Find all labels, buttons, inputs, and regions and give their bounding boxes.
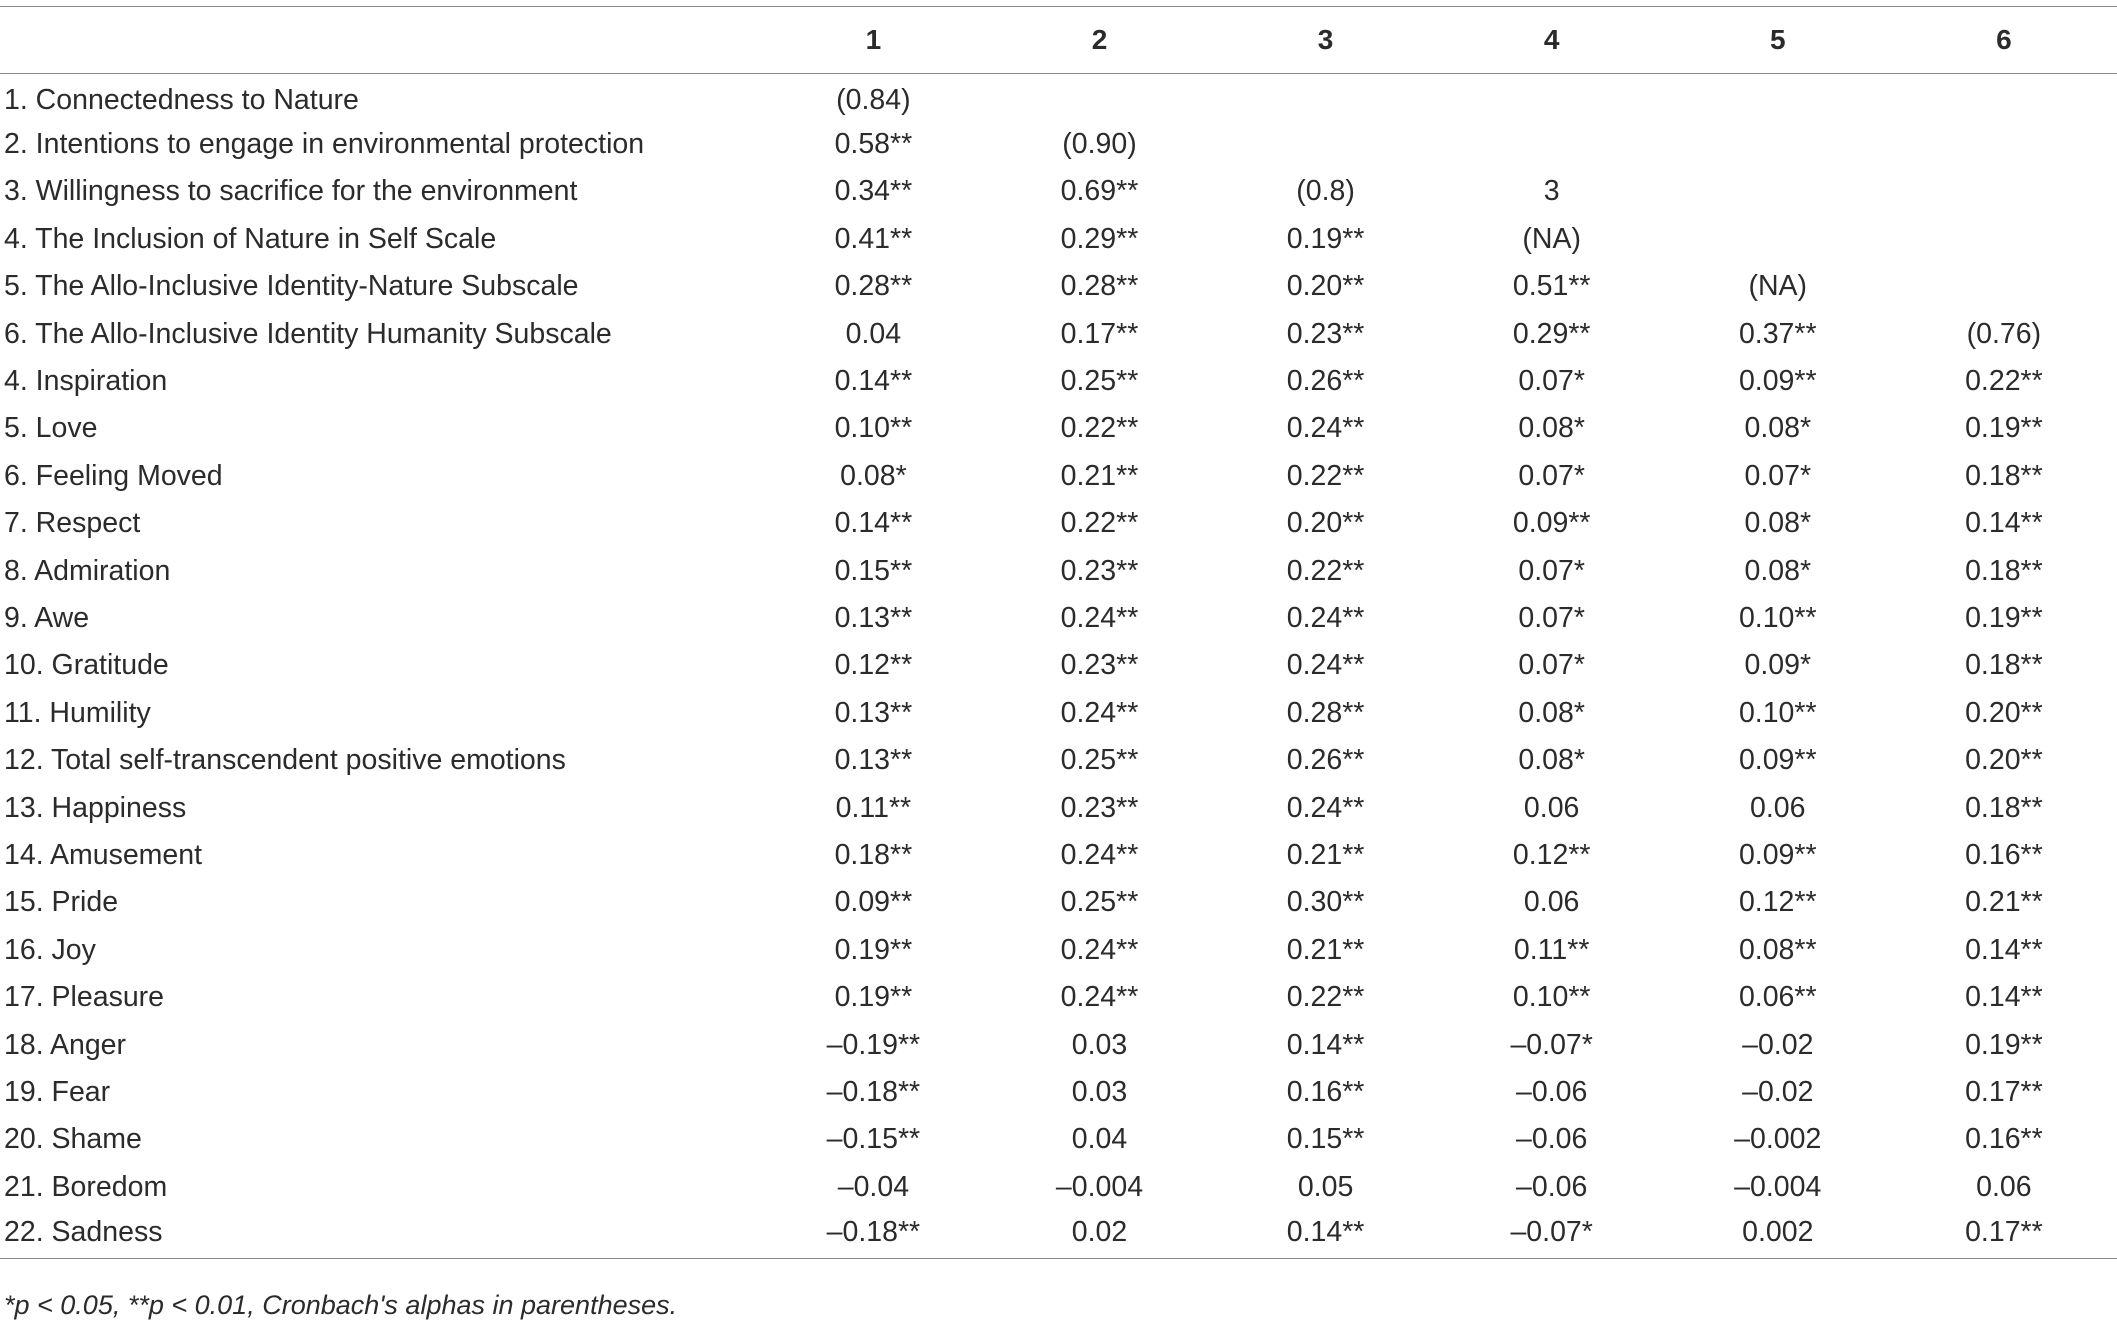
table-cell: 0.41** xyxy=(834,222,913,255)
table-cell: 3 xyxy=(1543,175,1560,208)
table-cell: –0.07* xyxy=(1439,1211,1665,1258)
table-cell: 0.08* xyxy=(1518,744,1585,777)
row-label: 16. Joy xyxy=(4,933,96,966)
table-cell: 0.19** xyxy=(1965,601,2043,634)
table-cell xyxy=(1891,74,2117,121)
table-cell: 0.23** xyxy=(1286,317,1365,350)
table-cell: 0.16** xyxy=(1965,1123,2043,1156)
row-label: 3. Willingness to sacrifice for the environment xyxy=(4,175,578,208)
table-cell: (NA) xyxy=(1748,270,1808,303)
table-cell: 0.24** xyxy=(1060,933,1139,966)
table-cell: 0.17** xyxy=(1891,1211,2117,1258)
table-cell: 0.16** xyxy=(1286,1075,1365,1108)
table-row xyxy=(0,690,2117,737)
table-cell: 0.24** xyxy=(1060,838,1139,871)
table-cell: 0.07* xyxy=(1744,459,1812,492)
table-cell: 0.06 xyxy=(1523,791,1580,824)
table-cell: 0.20** xyxy=(1286,270,1365,303)
table-cell: (0.8) xyxy=(1296,175,1355,208)
table-cell: 0.17** xyxy=(1060,317,1139,350)
table-cell: 0.08* xyxy=(1744,507,1812,540)
row-label: 14. Amusement xyxy=(4,838,203,871)
table-cell: 0.19** xyxy=(1965,1028,2043,1061)
column-header-1: 1 xyxy=(760,7,986,74)
row-label: 11. Humility xyxy=(4,696,151,729)
row-label: 8. Admiration xyxy=(4,554,171,587)
table-cell: 0.22** xyxy=(1286,459,1365,492)
row-label: 17. Pleasure xyxy=(4,981,165,1014)
table-cell: 0.06 xyxy=(1523,886,1580,919)
table-cell: 0.23** xyxy=(1060,554,1139,587)
table-cell: 0.14** xyxy=(1213,1211,1439,1258)
table-cell: 0.17** xyxy=(1965,1075,2043,1108)
table-cell: 0.16** xyxy=(1965,838,2043,871)
row-label: 5. The Allo-Inclusive Identity-Nature Subscale xyxy=(4,270,579,303)
table-cell: 0.11** xyxy=(835,791,912,824)
row-label: 5. Love xyxy=(4,412,98,445)
table-cell: 0.04 xyxy=(1071,1123,1128,1156)
table-cell xyxy=(1891,216,2117,263)
row-label: 12. Total self-transcendent positive emotions xyxy=(4,744,566,777)
table-cell: 0.20** xyxy=(1965,696,2043,729)
table-cell: 0.19** xyxy=(1965,412,2043,445)
table-cell: –0.18** xyxy=(826,1075,921,1108)
table-cell: 0.18** xyxy=(834,838,913,871)
table-row xyxy=(0,1069,2117,1116)
table-cell: –0.06 xyxy=(1516,1123,1588,1156)
table-cell: 0.09** xyxy=(1738,838,1817,871)
table-cell: –0.004 xyxy=(1055,1170,1144,1203)
header-row xyxy=(0,7,2117,74)
table-cell: 0.21** xyxy=(1286,838,1365,871)
table-cell: 0.07* xyxy=(1518,365,1585,398)
table-cell: 0.07* xyxy=(1518,459,1585,492)
table-cell: 0.22** xyxy=(1965,365,2043,398)
table-cell: 0.51** xyxy=(1512,270,1591,303)
table-cell: 0.69** xyxy=(1060,175,1139,208)
table-cell: 0.24** xyxy=(1060,696,1139,729)
table-cell: 0.09** xyxy=(1512,507,1591,540)
table-cell: –0.18** xyxy=(760,1211,986,1258)
table-row xyxy=(0,168,2117,215)
table-cell: 0.29** xyxy=(1060,222,1139,255)
table-cell: –0.02 xyxy=(1742,1075,1814,1108)
column-header-4: 4 xyxy=(1439,7,1665,74)
table-cell: 0.24** xyxy=(1060,601,1139,634)
table-cell: 0.34** xyxy=(834,175,913,208)
header-label-cell xyxy=(0,7,760,74)
table-cell: 0.06 xyxy=(1750,791,1806,824)
row-label: 20. Shame xyxy=(4,1123,142,1156)
table-cell xyxy=(1665,216,1891,263)
table-cell: –0.06 xyxy=(1516,1075,1588,1108)
row-label: 6. Feeling Moved xyxy=(4,459,223,492)
table-cell: 0.06** xyxy=(1738,981,1817,1014)
table-cell xyxy=(1891,168,2117,215)
table-cell: 0.03 xyxy=(1071,1075,1128,1108)
row-label: 18. Anger xyxy=(4,1028,127,1061)
table-cell: (NA) xyxy=(1522,222,1581,255)
table-cell: 0.22** xyxy=(1286,981,1365,1014)
table-cell: 0.19** xyxy=(834,981,913,1014)
table-cell: (0.84) xyxy=(836,83,911,116)
table-footnote: *p < 0.05, **p < 0.01, Cronbach's alphas in parentheses. xyxy=(4,1290,678,1320)
table-cell: –0.07* xyxy=(1510,1028,1593,1061)
table-cell: 0.08** xyxy=(1738,933,1817,966)
table-row xyxy=(0,310,2117,357)
row-label: 1. Connectedness to Nature xyxy=(4,83,359,116)
table-cell: 0.14** xyxy=(834,365,913,398)
table-cell: 0.22** xyxy=(1060,412,1139,445)
table-cell xyxy=(1891,263,2117,310)
table-row xyxy=(0,547,2117,594)
table-cell xyxy=(1439,121,1665,168)
table-header xyxy=(0,7,2117,74)
table-cell: (0.90) xyxy=(1062,128,1137,161)
table-cell: 0.28** xyxy=(834,270,913,303)
table-row xyxy=(0,737,2117,784)
table-row xyxy=(0,453,2117,500)
table-row xyxy=(0,121,2117,168)
table-cell: 0.12** xyxy=(834,649,913,682)
table-cell: 0.03 xyxy=(1071,1028,1128,1061)
table-cell: 0.13** xyxy=(834,696,913,729)
table-row xyxy=(0,405,2117,452)
table-cell: 0.18** xyxy=(1965,649,2043,682)
table-cell: 0.22** xyxy=(1286,554,1365,587)
row-label: 15. Pride xyxy=(4,886,119,919)
table-row xyxy=(0,74,2117,121)
row-label: 9. Awe xyxy=(4,601,90,634)
column-header-5: 5 xyxy=(1665,7,1891,74)
table-cell: –0.004 xyxy=(1734,1170,1822,1203)
column-header-2: 2 xyxy=(986,7,1212,74)
row-label: 7. Respect xyxy=(4,507,141,540)
table-cell: 0.20** xyxy=(1286,507,1365,540)
table-cell: 0.19** xyxy=(1286,222,1365,255)
table-cell: 0.10** xyxy=(1738,696,1817,729)
row-label: 10. Gratitude xyxy=(4,649,169,682)
table-cell: 0.09** xyxy=(1738,744,1817,777)
table-cell: 0.21** xyxy=(1060,459,1139,492)
row-label: 22. Sadness xyxy=(0,1211,760,1258)
table-cell: 0.29** xyxy=(1512,317,1591,350)
table-cell: 0.12** xyxy=(1512,838,1591,871)
table-cell: –0.19** xyxy=(826,1028,921,1061)
table-cell: 0.21** xyxy=(1286,933,1365,966)
table-cell: 0.12** xyxy=(1738,886,1817,919)
table-cell: 0.07* xyxy=(1518,554,1585,587)
table-cell: –0.06 xyxy=(1516,1170,1588,1203)
row-label: 21. Boredom xyxy=(4,1170,168,1203)
table-row xyxy=(0,1211,2117,1258)
table-cell: 0.26** xyxy=(1286,365,1365,398)
table-cell xyxy=(1665,168,1891,215)
table-cell: 0.09** xyxy=(1738,365,1817,398)
table-cell: 0.22** xyxy=(1060,507,1139,540)
table-cell: 0.07* xyxy=(1518,601,1585,634)
table-cell: 0.18** xyxy=(1965,459,2043,492)
table-row xyxy=(0,974,2117,1021)
table-cell: (0.76) xyxy=(1966,317,2042,350)
table-cell: 0.10** xyxy=(1738,601,1817,634)
table-row xyxy=(0,832,2117,879)
row-label: 13. Happiness xyxy=(4,791,187,824)
row-label: 4. The Inclusion of Nature in Self Scale xyxy=(4,222,497,255)
table-cell: 0.08* xyxy=(1744,554,1812,587)
row-label: 19. Fear xyxy=(4,1075,111,1108)
table-cell: 0.20** xyxy=(1965,744,2043,777)
table-cell: 0.28** xyxy=(1286,696,1365,729)
table-cell: 0.10** xyxy=(834,412,913,445)
table-cell: 0.21** xyxy=(1965,886,2043,919)
table-row xyxy=(0,216,2117,263)
table-cell: 0.24** xyxy=(1060,981,1139,1014)
table-cell: 0.14** xyxy=(1965,981,2043,1014)
table-cell: 0.07* xyxy=(1518,649,1585,682)
table-cell: 0.13** xyxy=(834,601,913,634)
table-cell: 0.15** xyxy=(1286,1123,1365,1156)
table-cell: 0.02 xyxy=(986,1211,1212,1258)
table-cell xyxy=(1665,74,1891,121)
table-cell: 0.25** xyxy=(1060,744,1139,777)
table-row xyxy=(0,784,2117,831)
table-cell xyxy=(1665,121,1891,168)
table-cell: 0.18** xyxy=(1965,791,2043,824)
table-cell: –0.15** xyxy=(826,1123,921,1156)
row-label: 6. The Allo-Inclusive Identity Humanity Subscale xyxy=(4,317,612,350)
table-cell: 0.05 xyxy=(1297,1170,1354,1203)
table-cell: 0.13** xyxy=(834,744,913,777)
table-cell: –0.04 xyxy=(837,1170,910,1203)
table-cell: 0.24** xyxy=(1286,601,1365,634)
table-cell: 0.14** xyxy=(1286,1028,1365,1061)
table-cell: 0.11** xyxy=(1513,933,1590,966)
table-cell: 0.58** xyxy=(834,128,913,161)
table-cell: –0.02 xyxy=(1742,1028,1814,1061)
table-cell: 0.18** xyxy=(1965,554,2043,587)
row-label: 2. Intentions to engage in environmental protection xyxy=(4,128,645,161)
table-cell: 0.08* xyxy=(840,459,907,492)
table-cell: 0.37** xyxy=(1738,317,1817,350)
table-cell: 0.10** xyxy=(1512,981,1591,1014)
table-row xyxy=(0,263,2117,310)
table-cell: 0.30** xyxy=(1286,886,1365,919)
table-cell: 0.14** xyxy=(1965,933,2043,966)
table-cell: 0.25** xyxy=(1060,886,1139,919)
table-cell: –0.002 xyxy=(1734,1123,1822,1156)
table-row xyxy=(0,1021,2117,1068)
table-cell: 0.15** xyxy=(834,554,913,587)
table-cell: 0.08* xyxy=(1518,696,1585,729)
table-cell: 0.14** xyxy=(834,507,913,540)
table-cell: 0.24** xyxy=(1286,649,1365,682)
table-cell xyxy=(1213,74,1439,121)
table-cell: 0.14** xyxy=(1965,507,2043,540)
table-row xyxy=(0,500,2117,547)
column-header-6: 6 xyxy=(1891,7,2117,74)
table-row xyxy=(0,1163,2117,1210)
correlation-table xyxy=(0,6,2117,1259)
table-cell: 0.04 xyxy=(845,317,902,350)
table-cell: 0.24** xyxy=(1286,412,1365,445)
table-cell xyxy=(1891,121,2117,168)
table-row xyxy=(0,358,2117,405)
table-cell: 0.25** xyxy=(1060,365,1139,398)
table-cell: 0.09** xyxy=(834,886,913,919)
table-body xyxy=(0,74,2117,1259)
row-label: 4. Inspiration xyxy=(4,365,168,398)
column-header-3: 3 xyxy=(1213,7,1439,74)
table-row xyxy=(0,927,2117,974)
table-cell xyxy=(986,74,1212,121)
table-cell xyxy=(1439,74,1665,121)
table-cell: 0.23** xyxy=(1060,649,1139,682)
table-cell: 0.08* xyxy=(1518,412,1585,445)
table-cell: 0.09* xyxy=(1744,649,1812,682)
table-cell: 0.06 xyxy=(1976,1170,2032,1203)
table-cell: 0.23** xyxy=(1060,791,1139,824)
table-row xyxy=(0,642,2117,689)
table-row xyxy=(0,879,2117,926)
table-cell: 0.24** xyxy=(1286,791,1365,824)
table-cell: 0.08* xyxy=(1744,412,1812,445)
table-cell: 0.002 xyxy=(1665,1211,1891,1258)
table-row xyxy=(0,1116,2117,1163)
table-cell: 0.26** xyxy=(1286,744,1365,777)
table-row xyxy=(0,595,2117,642)
table-cell xyxy=(1213,121,1439,168)
table-cell: 0.28** xyxy=(1060,270,1139,303)
table-cell: 0.19** xyxy=(834,933,913,966)
